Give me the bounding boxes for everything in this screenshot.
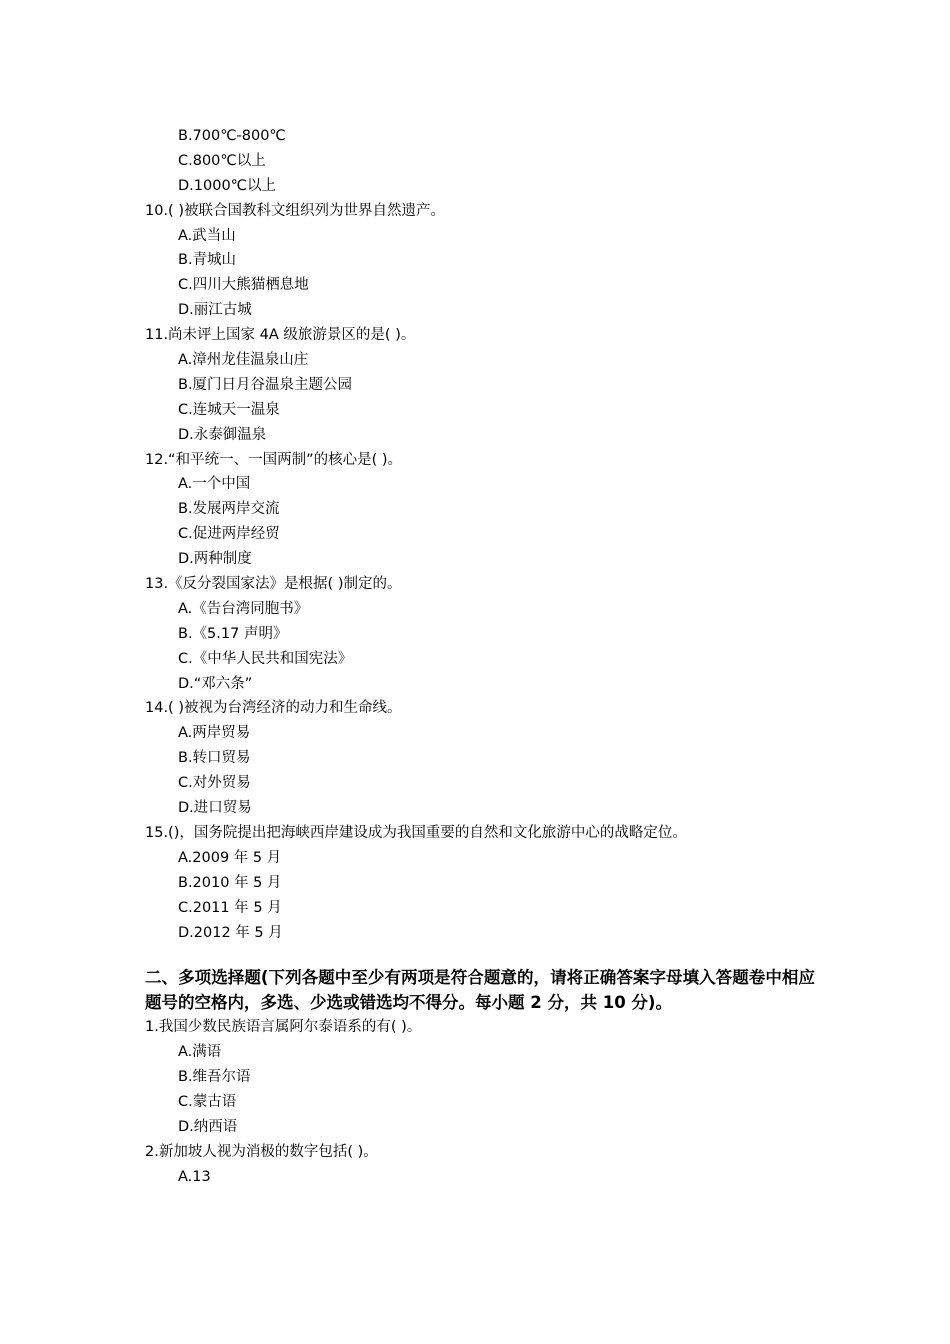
question-15: 15.()，国务院提出把海峡西岸建设成为我国重要的自然和文化旅游中心的战略定位。	[145, 824, 687, 841]
option-q10-c: C.四川大熊猫栖息地	[178, 277, 309, 294]
document-content	[145, 124, 815, 1190]
option-q12-b: B.发展两岸交流	[178, 501, 280, 518]
question-11: 11.尚未评上国家 4A 级旅游景区的是( )。	[145, 327, 416, 344]
option-q12-c: C.促进两岸经贸	[178, 526, 280, 543]
option-q14-b: B.转口贸易	[178, 750, 251, 767]
option-q14-c: C.对外贸易	[178, 775, 251, 792]
question-10: 10.( )被联合国教科文组织列为世界自然遗产。	[145, 202, 445, 219]
option-m2-a: A.13	[178, 1168, 211, 1185]
option-q11-a: A.漳州龙佳温泉山庄	[178, 352, 309, 369]
question-13: 13.《反分裂国家法》是根据( )制定的。	[145, 576, 402, 593]
option-q13-b: B.《5.17 声明》	[178, 625, 288, 642]
option-q15-c: C.2011 年 5 月	[178, 899, 282, 916]
option-m1-c: C.蒙古语	[178, 1094, 237, 1111]
option-m1-b: B.维吾尔语	[178, 1069, 251, 1086]
option-q11-d: D.永泰御温泉	[178, 426, 267, 443]
option-q14-d: D.进口贸易	[178, 800, 252, 817]
option-q10-d: D.丽江古城	[178, 302, 252, 319]
option-q15-a: A.2009 年 5 月	[178, 849, 282, 866]
section-heading-multiple-choice: 二、多项选择题(下列各题中至少有两项是符合题意的，请将正确答案字母填入答题卷中相应题号的空格内，多选、少选或错选均不得分。每小题 2 分，共 10 分)。	[145, 968, 815, 1013]
option-q12-d: D.两种制度	[178, 551, 252, 568]
question-14: 14.( )被视为台湾经济的动力和生命线。	[145, 700, 402, 717]
option-q11-b: B.厦门日月谷温泉主题公园	[178, 376, 353, 393]
option-q10-b: B.青城山	[178, 252, 237, 269]
option-m1-a: A.满语	[178, 1044, 222, 1061]
option-q12-a: A.一个中国	[178, 476, 251, 493]
option-q9-b: B.700℃-800℃	[178, 128, 286, 144]
option-q9-c: C.800℃以上	[178, 152, 266, 169]
option-q13-a: A.《告台湾同胞书》	[178, 600, 309, 617]
option-q14-a: A.两岸贸易	[178, 725, 251, 742]
option-q9-d: D.1000℃以上	[178, 177, 276, 194]
option-q13-d: D.“邓六条”	[178, 675, 253, 692]
question-12: 12.“和平统一、一国两制”的核心是( )。	[145, 451, 403, 468]
option-m1-d: D.纳西语	[178, 1118, 238, 1135]
multi-question-2: 2.新加坡人视为消极的数字包括( )。	[145, 1143, 378, 1160]
option-q13-c: C.《中华人民共和国宪法》	[178, 650, 353, 667]
option-q10-a: A.武当山	[178, 227, 236, 244]
section-spacer	[145, 945, 815, 965]
option-q15-d: D.2012 年 5 月	[178, 924, 283, 941]
option-q15-b: B.2010 年 5 月	[178, 874, 282, 891]
option-q11-c: C.连城天一温泉	[178, 401, 280, 418]
multi-question-1: 1.我国少数民族语言属阿尔泰语系的有( )。	[145, 1019, 422, 1036]
